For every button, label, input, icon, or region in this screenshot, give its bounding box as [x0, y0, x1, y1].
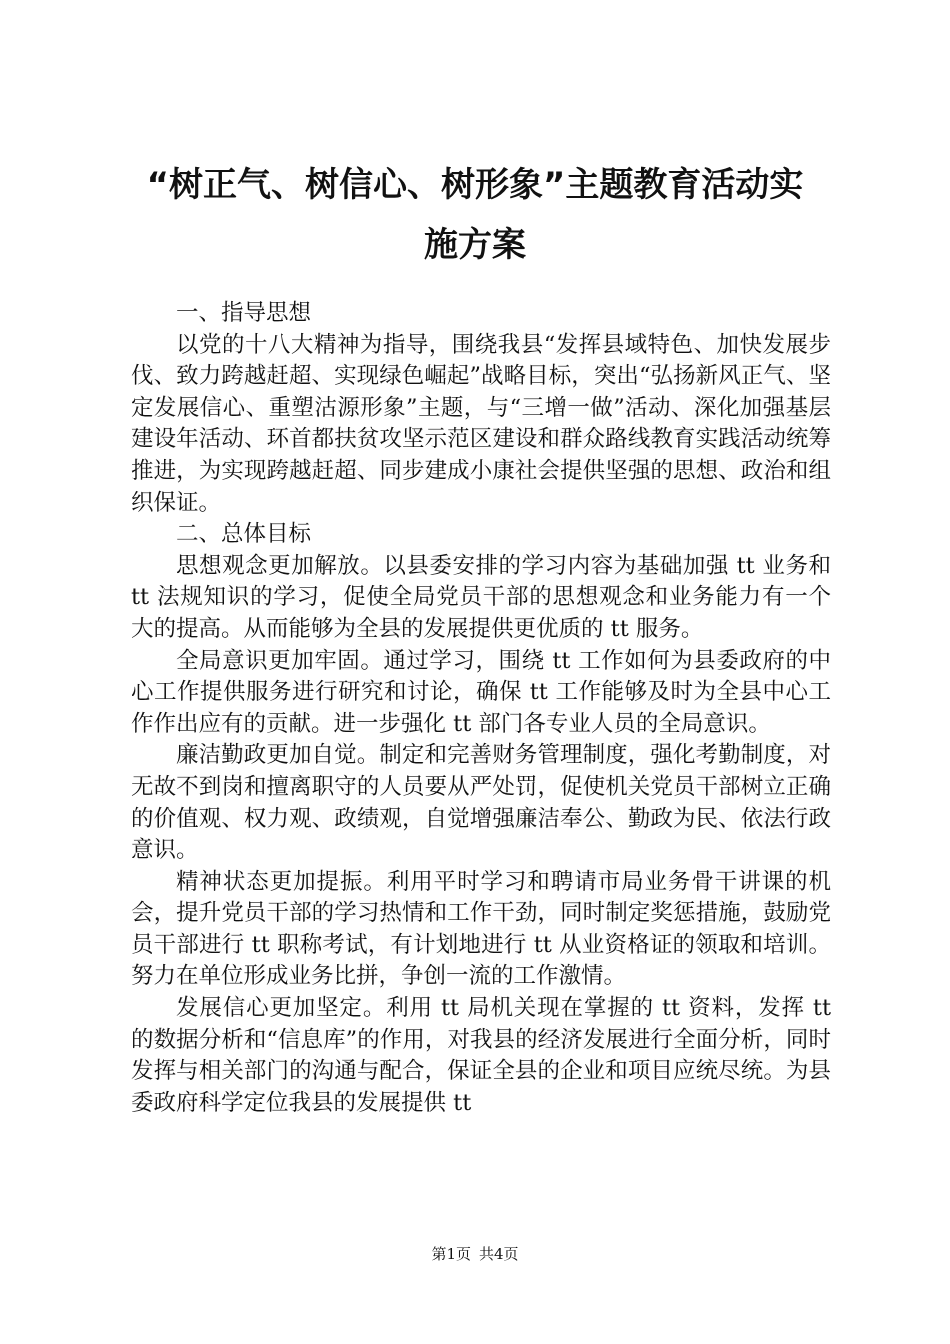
paragraph-spirit: 精神状态更加提振。利用平时学习和聘请市局业务骨干讲课的机会，提升党员干部的学习热情和工作干劲，同时制定奖惩措施，鼓励党员干部进行 tt 职称考试，有计划地进行 tt 从业资格证的领取和培训。努力在单位形成业务比拼，争创一流的工作激情。 — [131, 868, 831, 990]
section-heading-overall-goals: 二、总体目标 — [176, 521, 312, 548]
document-title-line-2: 施方案 — [424, 225, 526, 265]
page-number: 第1页 — [431, 1245, 471, 1263]
paragraph-integrity: 廉洁勤政更加自觉。制定和完善财务管理制度，强化考勤制度，对无故不到岗和擅离职守的人员要从严处罚，促使机关党员干部树立正确的价值观、权力观、政绩观，自觉增强廉洁奉公、勤政为民、依法行政意识。 — [131, 742, 831, 864]
document-title-line-1: “树正气、树信心、树形象”主题教育活动实 — [146, 165, 804, 205]
page-total: 共4页 — [479, 1245, 519, 1263]
paragraph-mindset: 思想观念更加解放。以县委安排的学习内容为基础加强 tt 业务和 tt 法规知识的学习，促使全局党员干部的思想观念和业务能力有一个大的提高。从而能够为全县的发展提供更优质的 tt 服务。 — [131, 552, 831, 642]
page-footer — [0, 1244, 950, 1264]
paragraph-guiding-thought: 以党的十八大精神为指导，围绕我县“发挥县域特色、加快发展步伐、致力跨越赶超、实现绿色崛起”战略目标，突出“弘扬新风正气、坚定发展信心、重塑沽源形象”主题，与“三增一做”活动、深化加强基层建设年活动、环首都扶贫攻坚示范区建设和群众路线教育实践活动统筹推进，为实现跨越赶超、同步建成小康社会提供坚强的思想、政治和组织保证。 — [131, 331, 831, 516]
paragraph-confidence: 发展信心更加坚定。利用 tt 局机关现在掌握的 tt 资料，发挥 tt 的数据分析和“信息库”的作用，对我县的经济发展进行全面分析，同时发挥与相关部门的沟通与配合，保证全县的企业和项目应统尽统。为县委政府科学定位我县的发展提供 tt — [131, 995, 831, 1116]
document-body — [131, 298, 831, 1119]
paragraph-overall-awareness: 全局意识更加牢固。通过学习，围绕 tt 工作如何为县委政府的中心工作提供服务进行研究和讨论，确保 tt 工作能够及时为全县中心工作作出应有的贡献。进一步强化 tt 部门各专业人员的全局意识。 — [131, 647, 831, 737]
section-heading-guiding-thought: 一、指导思想 — [176, 300, 312, 326]
